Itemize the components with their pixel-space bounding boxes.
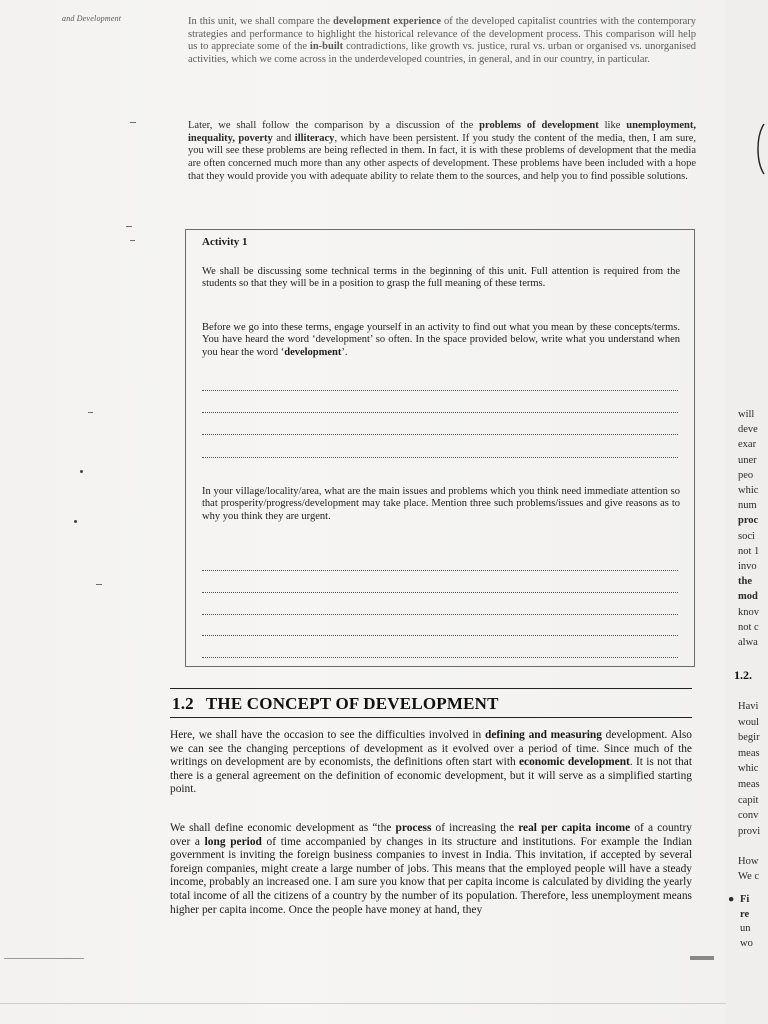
bold-term: problems of development bbox=[479, 120, 599, 131]
right-page-line: num bbox=[738, 500, 757, 512]
right-page-line: not c bbox=[738, 621, 759, 633]
section-rule-bottom bbox=[170, 717, 692, 718]
right-page-line: meas bbox=[738, 747, 760, 759]
answer-line-5[interactable] bbox=[202, 570, 678, 571]
text-run: ’. bbox=[341, 346, 348, 358]
answer-line-7[interactable] bbox=[202, 614, 678, 615]
right-page-line: peo bbox=[738, 469, 754, 481]
section-rule-top bbox=[170, 688, 692, 689]
text-run: like bbox=[598, 120, 627, 131]
right-page-line: uner bbox=[738, 454, 757, 466]
right-page-line: woul bbox=[738, 716, 759, 728]
right-page-line: alwa bbox=[738, 637, 758, 648]
bold-term: process bbox=[395, 822, 432, 834]
right-page-bullet-line: Fi bbox=[740, 894, 750, 905]
margin-mark bbox=[96, 584, 102, 585]
bold-term: development bbox=[284, 346, 342, 358]
answer-line-4[interactable] bbox=[202, 457, 678, 458]
margin-mark bbox=[130, 240, 135, 241]
bold-term: illiteracy bbox=[294, 132, 335, 144]
margin-mark bbox=[88, 412, 93, 413]
right-page-line: begir bbox=[738, 732, 760, 744]
scan-mark bbox=[690, 956, 714, 960]
bold-term: real per capita income bbox=[518, 822, 631, 834]
margin-dot bbox=[80, 470, 83, 473]
activity-title: Activity 1 bbox=[202, 236, 248, 248]
concept-paragraph-1 bbox=[170, 729, 692, 797]
section-number: 1.2 bbox=[172, 694, 194, 713]
right-page-line: soci bbox=[738, 530, 755, 542]
text-run: development. Also we can see the changing perceptions of development as it evolved over a period of time. Since much of the writings on development are by economists, the definitions often start with bbox=[170, 729, 692, 769]
right-page-line: proc bbox=[738, 515, 759, 527]
text-run: Here, we shall have the occasion to see the difficulties involved in bbox=[170, 729, 485, 741]
text-run: , which have been persistent. If you study the content of the media, then, I am sure, you will see these problems are being reflected in them. In fact, it is with these problems of development that the media are often concerned much more than any other aspects of development. These problems have been included with a hope that they would provide you with adequate ability to relate them to the sources, and help you to find possible solutions. bbox=[188, 132, 696, 182]
text-run: of increasing the bbox=[431, 822, 519, 834]
concept-paragraph-2 bbox=[170, 822, 692, 917]
right-page-line: provi bbox=[738, 825, 761, 837]
right-page-line: whic bbox=[738, 485, 759, 496]
bold-term: economic development bbox=[518, 756, 630, 769]
bold-term: unemployment, inequality, poverty bbox=[188, 120, 697, 144]
right-page-line: mod bbox=[738, 591, 758, 603]
right-page-bullet-line: re bbox=[740, 908, 750, 920]
section-heading bbox=[172, 694, 499, 714]
text-run: In this unit, we shall compare the bbox=[188, 16, 333, 27]
activity-paragraph-1: We shall be discussing some technical terms in the beginning of this unit. Full attention is required from the students so that they will be in a position to grasp the full meaning of these terms. bbox=[202, 266, 680, 290]
text-run: contradictions, like growth vs. justice, rural vs. urban or organised vs. unorganised activities, which we come across in the underdeveloped countries, in general, and in our country, in particular. bbox=[188, 41, 696, 66]
right-page-line: How bbox=[738, 856, 759, 867]
text-run: Later, we shall follow the comparison by a discussion of the bbox=[188, 120, 480, 131]
margin-mark bbox=[130, 122, 136, 123]
right-page-line: invo bbox=[738, 561, 757, 572]
bold-term: development experience bbox=[333, 16, 441, 27]
text-run: of the developed capitalist countries with the contemporary strategies and performance to highlight the historical relevance of the development process. This comparison will help us to appreciate some of the bbox=[188, 16, 696, 53]
answer-line-6[interactable] bbox=[202, 592, 678, 593]
right-page-line: will bbox=[738, 409, 755, 420]
right-page-line: Havi bbox=[738, 701, 759, 712]
bold-term: defining and measuring bbox=[484, 729, 602, 741]
page-fold bbox=[0, 1003, 726, 1004]
right-page-line: We c bbox=[738, 871, 760, 882]
right-page-line: capit bbox=[738, 794, 759, 806]
answer-line-8[interactable] bbox=[202, 635, 678, 636]
bullet-icon: ● bbox=[728, 894, 735, 905]
answer-line-9[interactable] bbox=[202, 657, 678, 658]
activity-paragraph-3: In your village/locality/area, what are the main issues and problems which you think need immediate attention so that prosperity/progress/development may take place. Mention three such problems/issues and give reasons as to why you think they are urgent. bbox=[202, 486, 680, 522]
activity-paragraph-2 bbox=[202, 322, 680, 359]
right-page-bullet-line: wo bbox=[740, 937, 753, 949]
right-page-bullet-line: un bbox=[740, 923, 751, 934]
activity-box bbox=[185, 229, 695, 667]
right-page-line: exar bbox=[738, 439, 757, 451]
intro-paragraph-1 bbox=[188, 16, 696, 67]
running-head: and Development bbox=[62, 14, 122, 23]
pen-mark bbox=[754, 122, 768, 176]
right-page-line: not 1 bbox=[738, 545, 760, 557]
margin-dot bbox=[74, 520, 77, 523]
text-run: . It is not that there is a general agreement on the definition of economic development, but it will serve as a simplified starting point. bbox=[170, 756, 692, 796]
right-page-line: deve bbox=[738, 424, 758, 436]
text-run: We shall define economic development as “the bbox=[170, 822, 396, 834]
answer-line-2[interactable] bbox=[202, 412, 678, 413]
answer-line-3[interactable] bbox=[202, 434, 678, 435]
section-title: THE CONCEPT OF DEVELOPMENT bbox=[205, 694, 499, 713]
intro-paragraph-2 bbox=[188, 120, 696, 184]
right-page-line: conv bbox=[738, 810, 759, 822]
right-page-line: whic bbox=[738, 763, 759, 775]
text-run: of a country over a bbox=[170, 822, 692, 848]
right-page-line: meas bbox=[738, 779, 760, 790]
answer-line-1[interactable] bbox=[202, 390, 678, 391]
right-page-line: knov bbox=[738, 606, 759, 618]
text-run: Before we go into these terms, engage yourself in an activity to find out what you mean by these concepts/terms. You have heard the word ‘development’ so often. In the space provided below, write what you understand when you hear the word ‘ bbox=[202, 322, 680, 358]
margin-mark bbox=[126, 226, 132, 227]
text-run: of time accompanied by changes in its structure and institutions. For example the Indian government is inviting the foreign business companies to invest in India. This invitation, if accepted by several foreign companies, might create a large number of jobs. This means that the employed people will have a steady income, probably an increased one. I am sure you know that per capita income is calculated by dividing the yearly total income of all the citizens of a country by the number of its population. Therefore, less unemployment means higher per capita income. Once the people have money at hand, they bbox=[170, 835, 692, 916]
text-run: and bbox=[272, 132, 295, 144]
bold-term: in-built bbox=[309, 41, 344, 53]
scan-mark bbox=[4, 958, 84, 959]
bold-term: long period bbox=[204, 835, 262, 848]
right-page-line: the bbox=[738, 576, 752, 588]
right-page-heading: 1.2. bbox=[734, 668, 752, 682]
